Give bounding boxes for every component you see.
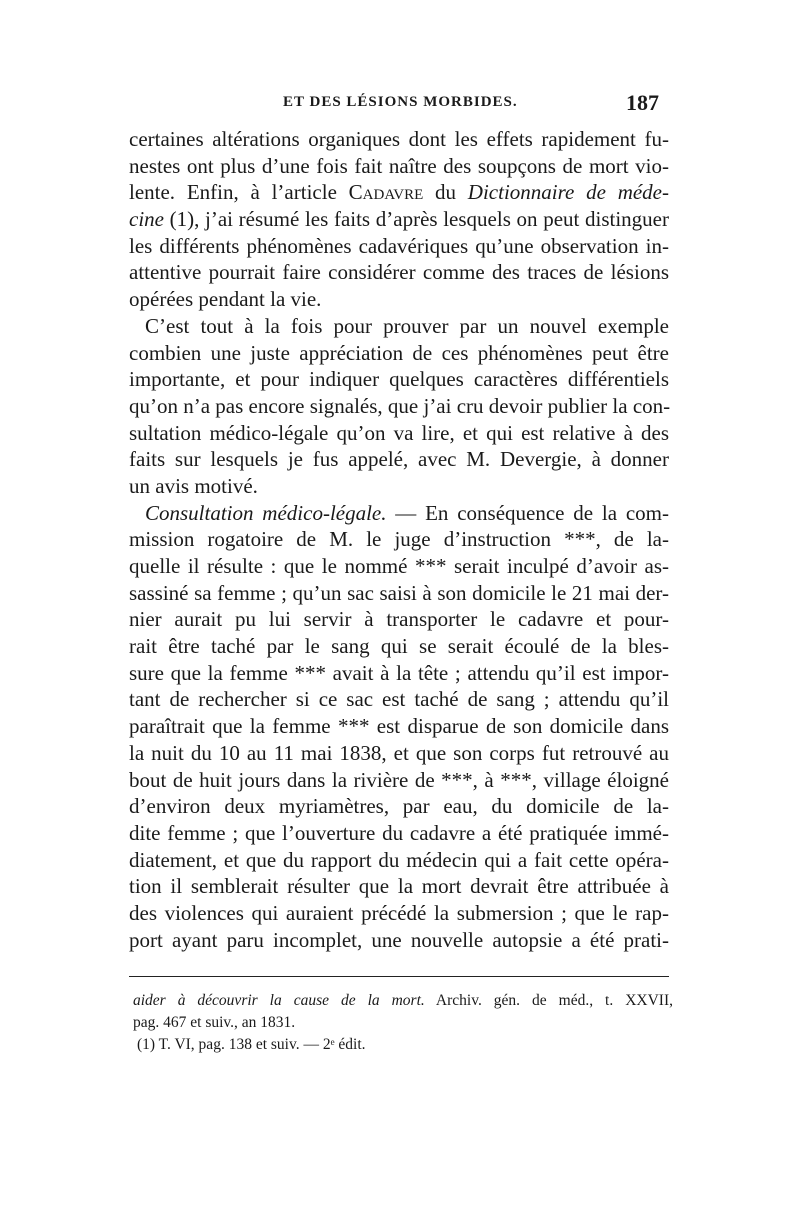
text-line xyxy=(129,873,669,900)
text-segment: dite femme ; que l’ouverture du cadavre a été pratiquée immé- xyxy=(129,820,669,845)
text-line xyxy=(129,366,669,393)
page-header xyxy=(129,92,659,120)
text-line xyxy=(129,420,669,447)
text-segment: — En conséquence de la com- xyxy=(386,500,669,525)
text-line xyxy=(129,713,669,740)
text-line xyxy=(129,793,669,820)
text-line xyxy=(129,446,669,473)
text-segment: du xyxy=(423,180,468,205)
text-segment: paraîtrait que la femme *** est disparue de son domicile dans xyxy=(129,714,669,739)
text-segment: (1) T. VI, pag. 138 et suiv. — 2ᵉ édit. xyxy=(137,1036,366,1053)
text-segment: (1), j’ai résumé les faits d’après lesquels on peut distinguer xyxy=(163,207,669,232)
text-segment: Archiv. gén. de méd., t. XXVII, xyxy=(424,992,673,1009)
text-segment: rait être taché par le sang qui se serait écoulé de la bles- xyxy=(129,634,669,659)
text-segment: pag. 467 et suiv., an 1831. xyxy=(133,1014,296,1031)
text-segment: C’est tout à la fois pour prouver par un nouvel exemple xyxy=(145,313,669,338)
text-line xyxy=(129,259,669,286)
text-segment: la nuit du 10 au 11 mai 1838, et que son corps fut retrouvé au xyxy=(129,740,669,765)
text-segment: certaines altérations organiques dont les effets rapidement fu- xyxy=(129,127,669,151)
text-segment: combien une juste appréciation de ces phénomènes peut être xyxy=(129,340,669,365)
text-segment: quelle il résulte : que le nommé *** serait inculpé d’avoir as- xyxy=(129,554,669,578)
text-line xyxy=(129,633,669,660)
text-segment: faits sur lesquels je fus appelé, avec M. Devergie, à donner xyxy=(129,447,669,472)
text-line xyxy=(129,153,669,180)
text-segment: les différents phénomènes cadavériques qu’une observation in- xyxy=(129,233,669,258)
text-line xyxy=(129,233,669,260)
text-line xyxy=(129,606,669,633)
text-line xyxy=(129,393,669,420)
text-segment: nier aurait pu lui servir à transporter le cadavre et pour- xyxy=(129,607,669,632)
text-segment: d’environ deux myriamètres, par eau, du domicile de la- xyxy=(129,794,669,819)
text-segment: aider à découvrir la cause de la mort. xyxy=(133,992,425,1009)
text-segment: un avis motivé. xyxy=(129,473,258,498)
text-segment: sultation médico-légale qu’on va lire, et qui est relative à des xyxy=(129,420,669,445)
text-segment: Dictionnaire de méde- xyxy=(467,180,669,205)
text-line xyxy=(129,473,669,500)
text-segment: opérées pendant la vie. xyxy=(129,287,322,312)
text-line xyxy=(129,340,669,367)
text-segment: tant de rechercher si ce sac est taché de sang ; attendu qu’il xyxy=(129,687,669,712)
text-line xyxy=(129,580,669,607)
text-segment: qu’on n’a pas encore signalés, que j’ai cru devoir publier la con- xyxy=(129,393,671,418)
text-segment: bout de huit jours dans la rivière de ***, à ***, village éloigné xyxy=(129,767,669,792)
text-segment: Cadavre xyxy=(348,180,424,205)
text-segment: port ayant paru incomplet, une nouvelle autopsie a été prati- xyxy=(129,927,669,952)
text-line xyxy=(129,206,669,233)
text-line xyxy=(129,767,669,794)
footnote-line xyxy=(133,990,673,1012)
text-line xyxy=(129,126,669,153)
text-line xyxy=(129,686,669,713)
footnote-line xyxy=(133,1034,673,1056)
text-segment: Consultation médico-légale. xyxy=(145,500,387,525)
text-line xyxy=(129,927,669,954)
page-number: 187 xyxy=(626,90,659,115)
text-line xyxy=(129,820,669,847)
footnote-rule xyxy=(129,976,669,977)
text-segment: sure que la femme *** avait à la tête ; attendu qu’il est impor- xyxy=(129,660,669,685)
text-segment: importante, et pour indiquer quelques caractères différentiels xyxy=(129,367,669,392)
text-segment: sassiné sa femme ; qu’un sac saisi à son domicile le 21 mai der- xyxy=(129,580,669,605)
text-line xyxy=(129,847,669,874)
footnotes xyxy=(133,990,673,1056)
text-line xyxy=(129,553,669,580)
text-segment: des violences qui auraient précédé la submersion ; que le rap- xyxy=(129,900,669,925)
text-line xyxy=(129,500,669,527)
text-segment: diatement, et que du rapport du médecin qui a fait cette opéra- xyxy=(129,847,669,872)
text-segment: lente. Enfin, à l’article xyxy=(129,180,349,205)
body-text xyxy=(129,126,669,953)
text-line xyxy=(129,286,669,313)
text-segment: mission rogatoire de M. le juge d’instruction ***, de la- xyxy=(129,527,669,552)
text-line xyxy=(129,900,669,927)
text-line xyxy=(129,660,669,687)
text-segment: tion il semblerait résulter que la mort devrait être attribuée à xyxy=(129,874,669,899)
text-segment: nestes ont plus d’une fois fait naître des soupçons de mort vio- xyxy=(129,153,669,178)
running-title: ET DES LÉSIONS MORBIDES. xyxy=(283,94,518,110)
text-line xyxy=(129,313,669,340)
text-line xyxy=(129,740,669,767)
text-line xyxy=(129,179,669,206)
footnote-line xyxy=(133,1012,673,1034)
text-line xyxy=(129,526,669,553)
text-segment: attentive pourrait faire considérer comme des traces de lésions xyxy=(129,260,669,285)
text-segment: cine xyxy=(129,207,164,232)
